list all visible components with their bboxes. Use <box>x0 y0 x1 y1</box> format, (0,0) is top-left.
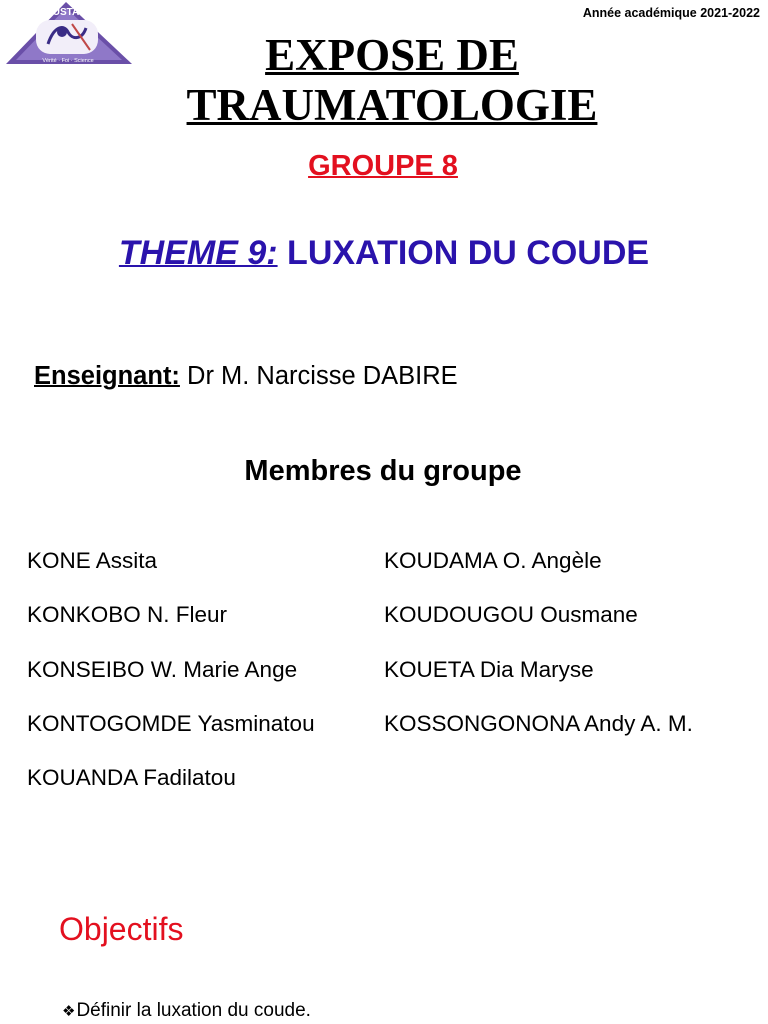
member-name: KONE Assita <box>27 548 158 573</box>
members-title: Membres du groupe <box>244 455 522 487</box>
group-label: GROUPE 8 <box>308 150 458 182</box>
page-title <box>0 30 768 130</box>
member-name: KOUDAMA O. Angèle <box>384 548 602 573</box>
objectives-title: Objectifs <box>59 911 184 947</box>
members-right-column <box>384 546 693 763</box>
member-name: KONTOGOMDE Yasminatou <box>27 710 315 736</box>
objective-text: Définir la luxation du coude. <box>76 1000 311 1021</box>
teacher-name: Dr M. Narcisse DABIRE <box>187 362 458 390</box>
theme-heading <box>0 234 768 273</box>
title-line-2: TRAUMATOLOGIE <box>186 80 598 130</box>
member-name: KOUDOUGOU Ousmane <box>384 602 638 628</box>
member-name: KOUANDA Fadilatou <box>27 765 236 791</box>
teacher-label: Enseignant: <box>34 362 180 390</box>
members-left-column <box>27 546 315 817</box>
theme-value: LUXATION DU COUDE <box>287 234 650 272</box>
member-name: KONSEIBO W. Marie Ange <box>27 656 298 682</box>
objective-item <box>62 1000 311 1022</box>
theme-label: THEME 9: <box>118 234 278 272</box>
member-name: KOUETA Dia Maryse <box>384 656 594 682</box>
teacher-line <box>34 362 458 391</box>
logo-text: USTA <box>52 7 80 18</box>
logo-motto: Vérité · Foi · Science <box>42 58 94 64</box>
diamond-bullet-icon: ❖ <box>62 1002 76 1020</box>
member-name: KOSSONGONONA Andy A. M. <box>384 710 693 736</box>
academic-year: Année académique 2021-2022 <box>582 6 760 20</box>
title-line-1: EXPOSE DE <box>265 30 519 80</box>
member-name: KONKOBO N. Fleur <box>27 602 228 628</box>
